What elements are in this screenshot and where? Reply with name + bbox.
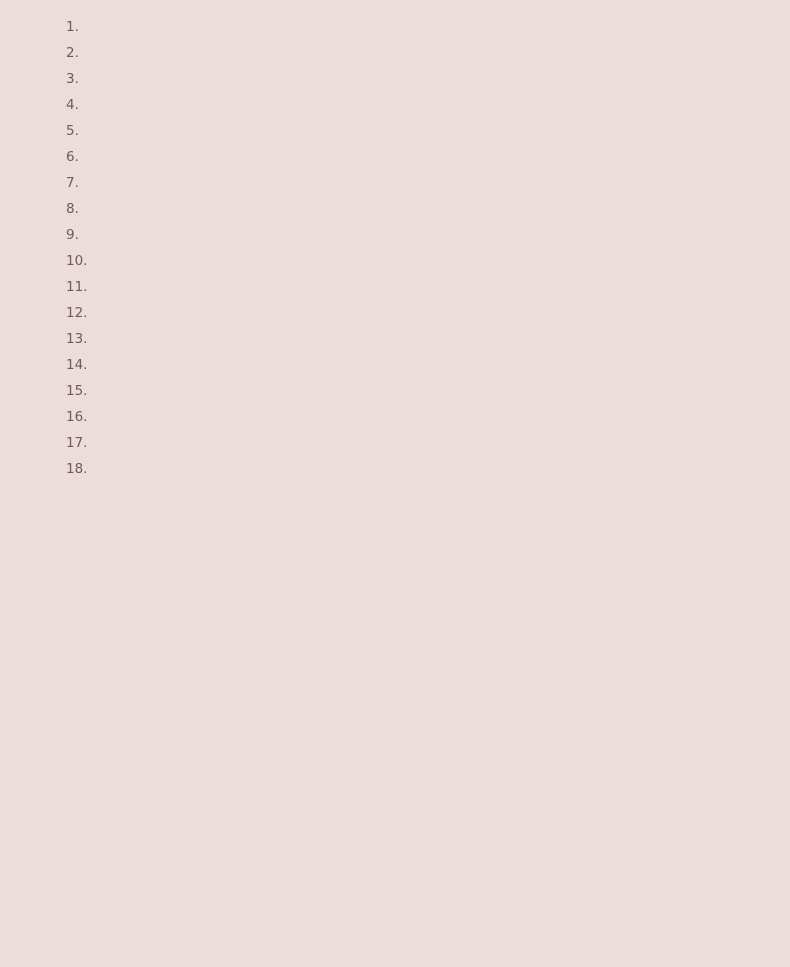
footnote-number: 4. [66, 97, 79, 113]
footnote-item [66, 118, 742, 144]
footnote-item [66, 404, 742, 430]
footnote-item [66, 144, 742, 170]
footnote-number: 9. [66, 227, 79, 243]
footnote-number: 10. [66, 253, 88, 269]
footnote-number: 14. [66, 357, 88, 373]
footnote-item [66, 378, 742, 404]
footnote-item [66, 40, 742, 66]
footnote-number: 16. [66, 409, 88, 425]
footnote-item [66, 66, 742, 92]
footnote-number: 12. [66, 305, 88, 321]
footnote-number: 7. [66, 175, 79, 191]
footnote-item [66, 274, 742, 300]
footnote-item [66, 456, 742, 482]
footnote-item [66, 326, 742, 352]
footnote-item [66, 196, 742, 222]
footnote-number: 15. [66, 383, 88, 399]
footnote-item [66, 92, 742, 118]
footnote-list [66, 14, 742, 482]
footnote-item [66, 248, 742, 274]
footnote-number: 5. [66, 123, 79, 139]
footnote-number: 6. [66, 149, 79, 165]
footnote-number: 18. [66, 461, 88, 477]
footnote-number: 8. [66, 201, 79, 217]
footnote-number: 1. [66, 19, 79, 35]
footnote-item [66, 14, 742, 40]
footnote-item [66, 352, 742, 378]
footnote-number: 2. [66, 45, 79, 61]
footnote-number: 13. [66, 331, 88, 347]
footnote-item [66, 222, 742, 248]
footnote-number: 17. [66, 435, 88, 451]
footnote-item [66, 430, 742, 456]
footnote-item [66, 170, 742, 196]
footnote-number: 11. [66, 279, 88, 295]
footnote-number: 3. [66, 71, 79, 87]
footnote-item [66, 300, 742, 326]
